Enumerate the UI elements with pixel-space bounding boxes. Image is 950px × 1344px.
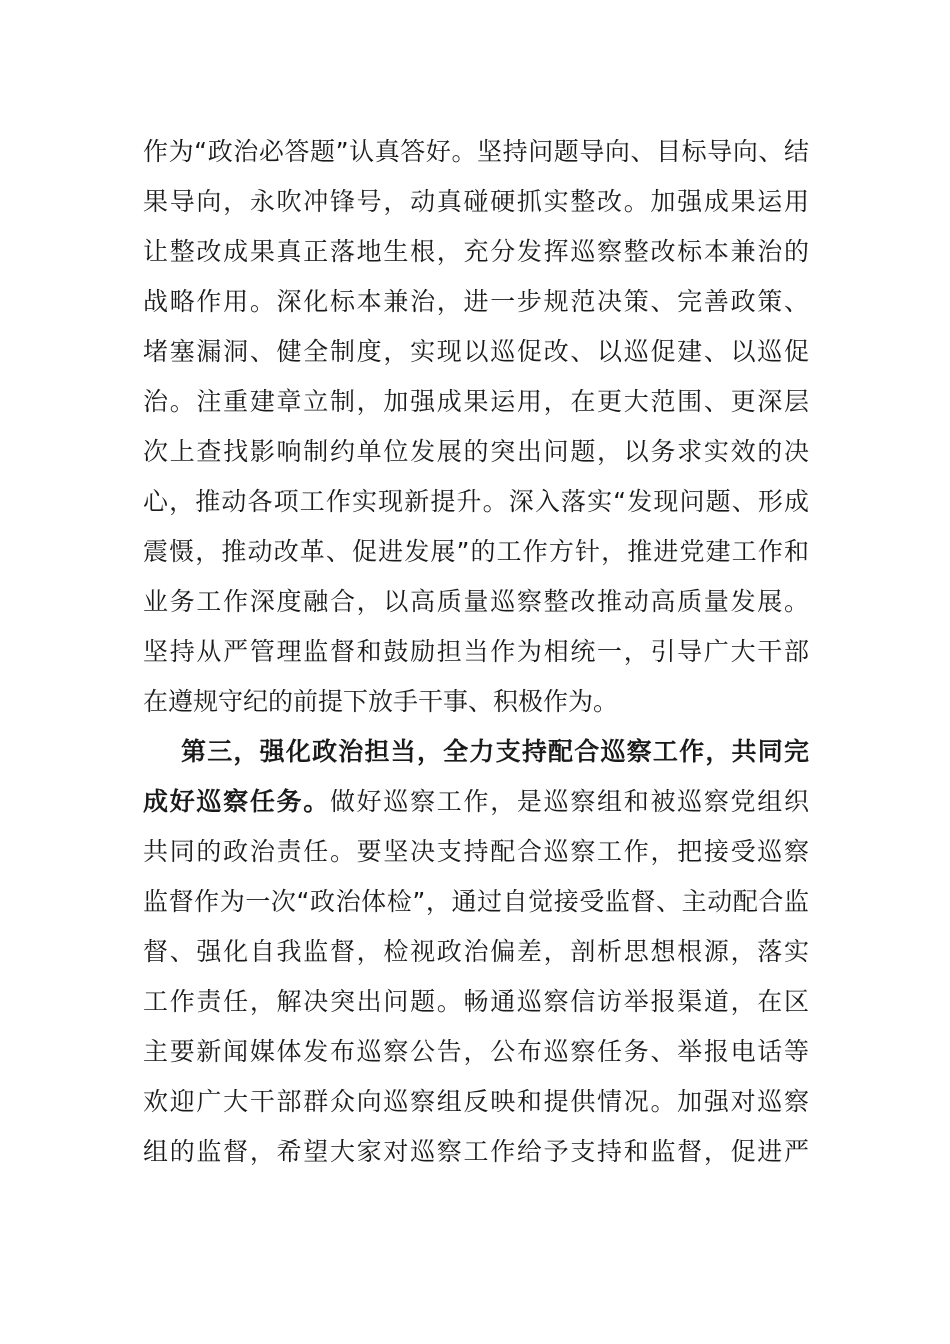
p2-line-2-rest: 做好巡察工作，是巡察组和被巡察党组织 [329, 787, 809, 816]
p2-line-2 [143, 777, 809, 827]
p2-line-6: 工作责任，解决突出问题。畅通巡察信访举报渠道，在区 [143, 987, 809, 1016]
p1-line-7: 次上查找影响制约单位发展的突出问题，以务求实效的决 [143, 437, 809, 466]
p1-line-3: 让整改成果真正落地生根，充分发挥巡察整改标本兼治的 [143, 237, 809, 266]
p2-line-7: 主要新闻媒体发布巡察公告，公布巡察任务、举报电话等 [143, 1037, 809, 1066]
p2-line-3: 共同的政治责任。要坚决支持配合巡察工作，把接受巡察 [143, 837, 809, 866]
p2-line-5: 督、强化自我监督，检视政治偏差，剖析思想根源，落实 [143, 937, 809, 966]
p1-line-2: 果导向，永吹冲锋号，动真碰硬抓实整改。加强成果运用 [143, 187, 809, 216]
p1-line-8: 心，推动各项工作实现新提升。深入落实“发现问题、形成 [143, 487, 809, 516]
p2-heading-end: 成好巡察任务。 [143, 787, 330, 816]
p1-line-11: 坚持从严管理监督和鼓励担当作为相统一，引导广大干部 [143, 637, 809, 666]
p2-heading-line-1: 第三，强化政治担当，全力支持配合巡察工作，共同完 [181, 737, 809, 766]
p1-line-5: 堵塞漏洞、健全制度，实现以巡促改、以巡促建、以巡促 [143, 337, 809, 366]
p2-line-9: 组的监督，希望大家对巡察工作给予支持和监督，促进严 [143, 1137, 809, 1166]
p1-line-4: 战略作用。深化标本兼治，进一步规范决策、完善政策、 [143, 287, 809, 316]
p1-line-1: 作为“政治必答题”认真答好。坚持问题导向、目标导向、结 [143, 137, 809, 166]
p1-line-9: 震慑，推动改革、促进发展”的工作方针，推进党建工作和 [143, 537, 809, 566]
p1-line-12: 在遵规守纪的前提下放手干事、积极作为。 [143, 687, 619, 716]
p1-line-10: 业务工作深度融合，以高质量巡察整改推动高质量发展。 [143, 587, 809, 616]
p2-line-8: 欢迎广大干部群众向巡察组反映和提供情况。加强对巡察 [143, 1087, 809, 1116]
document-body [143, 127, 809, 1177]
p2-line-4: 监督作为一次“政治体检”，通过自觉接受监督、主动配合监 [143, 887, 809, 916]
p1-line-6: 治。注重建章立制，加强成果运用，在更大范围、更深层 [143, 387, 809, 416]
